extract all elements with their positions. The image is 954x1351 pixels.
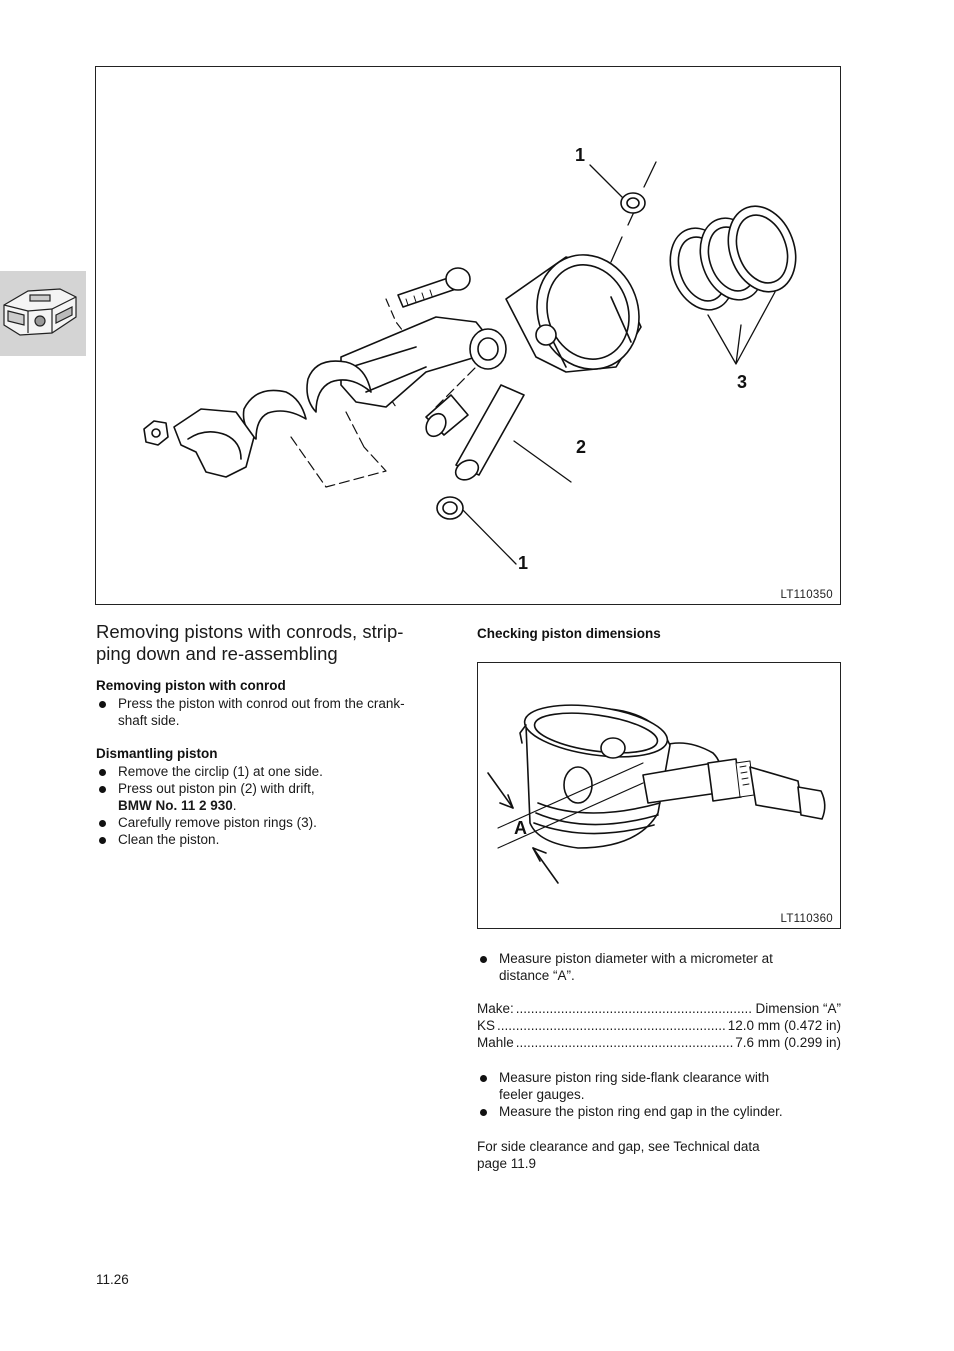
subheading-removing-piston: Removing piston with conrod xyxy=(96,678,286,693)
section-heading: Removing pistons with conrods, strip- ping down and re-assembling xyxy=(96,621,404,664)
micrometer-figure xyxy=(477,662,841,929)
list-item: Remove the circlip (1) at one side. xyxy=(96,763,466,780)
table-row: Make: ..... Dimension “A” xyxy=(477,1000,841,1017)
callout-a: A xyxy=(514,818,527,838)
dismantling-piston-list xyxy=(96,763,466,848)
list-item: Measure piston ring side-flank clearance with feeler gauges. xyxy=(477,1069,841,1103)
list-item: Measure the piston ring end gap in the cylinder. xyxy=(477,1103,841,1120)
removing-piston-list xyxy=(96,695,466,729)
callout-1-top: 1 xyxy=(575,145,586,165)
section-tab xyxy=(0,271,86,356)
callout-2: 2 xyxy=(576,437,587,457)
figure-code: LT110360 xyxy=(780,913,833,925)
callout-1-bottom: 1 xyxy=(518,553,529,573)
table-row: Mahle ..... 7.6 mm (0.299 in) xyxy=(477,1034,841,1051)
subheading-checking-dimensions: Checking piston dimensions xyxy=(477,626,661,641)
piston-conrod-exploded-drawing xyxy=(96,67,840,604)
table-row: KS ..... 12.0 mm (0.472 in) xyxy=(477,1017,841,1034)
ring-check-list xyxy=(477,1069,841,1120)
measure-diameter-list xyxy=(477,950,841,984)
engine-icon xyxy=(0,271,86,356)
exploded-view-figure xyxy=(95,66,841,605)
dimension-table xyxy=(477,1000,841,1051)
list-item: Measure piston diameter with a micrometer at distance “A”. xyxy=(477,950,841,984)
list-item: Carefully remove piston rings (3). xyxy=(96,814,466,831)
technical-data-note: For side clearance and gap, see Technical data page 11.9 xyxy=(477,1139,760,1171)
subheading-dismantling-piston: Dismantling piston xyxy=(96,746,218,761)
tool-number: BMW No. 11 2 930 xyxy=(118,798,233,813)
micrometer-drawing xyxy=(478,663,840,928)
figure-code: LT110350 xyxy=(780,589,833,601)
page-number: 11.26 xyxy=(96,1272,129,1287)
list-item: Clean the piston. xyxy=(96,831,466,848)
list-item: Press the piston with conrod out from the crank- shaft side. xyxy=(96,695,466,729)
callout-3: 3 xyxy=(737,372,748,392)
list-item: Press out piston pin (2) with drift, BMW No. 11 2 930. xyxy=(96,780,466,814)
